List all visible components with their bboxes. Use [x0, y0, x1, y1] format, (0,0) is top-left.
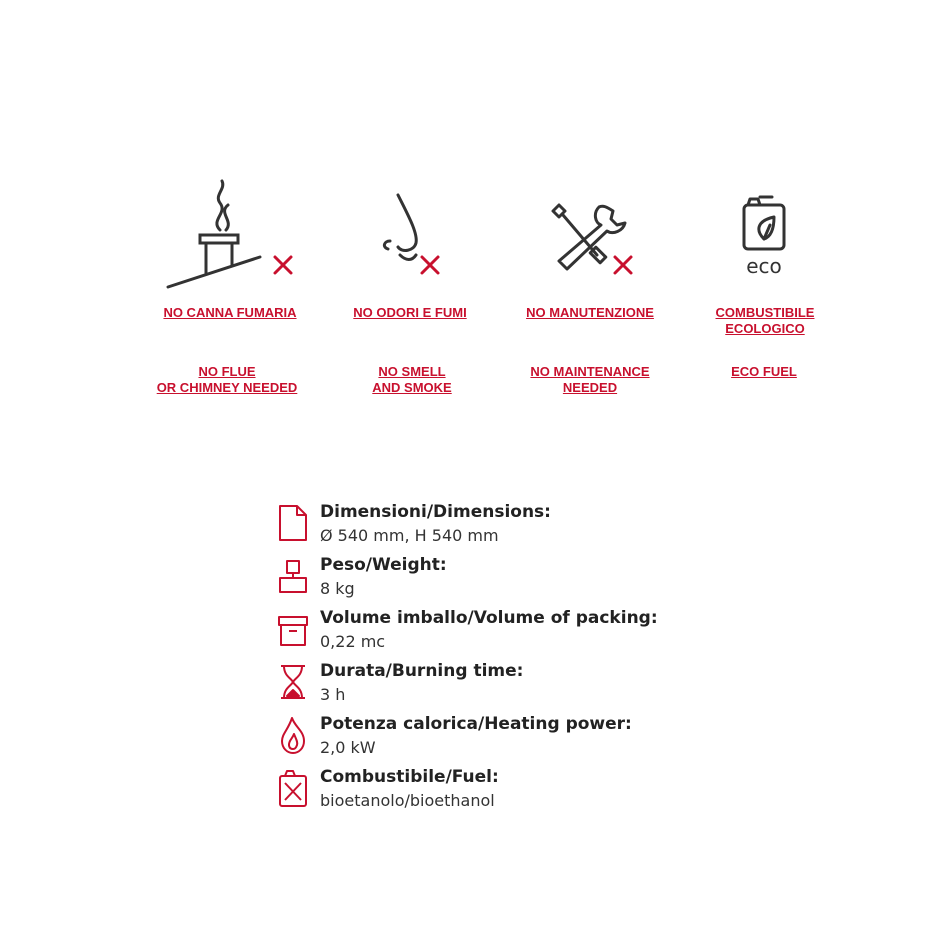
- flame-icon: [277, 715, 309, 755]
- spec-title: Durata/Burning time:: [320, 661, 524, 681]
- feature-label-it-no-flue: NO CANNA FUMARIA: [163, 305, 297, 320]
- fuel-can-icon: [277, 768, 309, 808]
- spec-value: 2,0 kW: [320, 738, 376, 757]
- spec-title: Potenza calorica/Heating power:: [320, 714, 632, 734]
- feature-label-it-eco-fuel: COMBUSTIBILE ECOLOGICO: [715, 305, 815, 336]
- spec-value: Ø 540 mm, H 540 mm: [320, 526, 499, 545]
- weight-icon: [277, 556, 309, 596]
- nose-icon: [340, 175, 490, 295]
- spec-value: 3 h: [320, 685, 346, 704]
- spec-value: 0,22 mc: [320, 632, 386, 651]
- feature-label-it-no-maintenance: NO MANUTENZIONE: [526, 305, 654, 320]
- chimney-smoke-icon: [160, 175, 310, 295]
- feature-label-en-no-flue: NO FLUE OR CHIMNEY NEEDED: [156, 364, 298, 395]
- spec-title: Volume imballo/Volume of packing:: [320, 608, 658, 628]
- document-icon: [277, 503, 309, 543]
- eco-icon-text: eco: [746, 254, 782, 278]
- spec-value: 8 kg: [320, 579, 355, 598]
- spec-title: Dimensioni/Dimensions:: [320, 502, 551, 522]
- feature-label-en-no-maintenance: NO MAINTENANCE NEEDED: [530, 364, 650, 395]
- feature-label-en-eco-fuel: ECO FUEL: [731, 364, 797, 379]
- spec-title: Peso/Weight:: [320, 555, 447, 575]
- box-icon: [277, 609, 309, 649]
- feature-label-en-no-smell: NO SMELL AND SMOKE: [372, 364, 452, 395]
- spec-value: bioetanolo/bioethanol: [320, 791, 495, 810]
- hourglass-icon: [277, 662, 309, 702]
- spec-title: Combustibile/Fuel:: [320, 767, 499, 787]
- eco-fuel-can-icon: [690, 175, 840, 295]
- feature-label-it-no-smell: NO ODORI E FUMI: [353, 305, 467, 320]
- wrench-screwdriver-icon: [525, 175, 675, 295]
